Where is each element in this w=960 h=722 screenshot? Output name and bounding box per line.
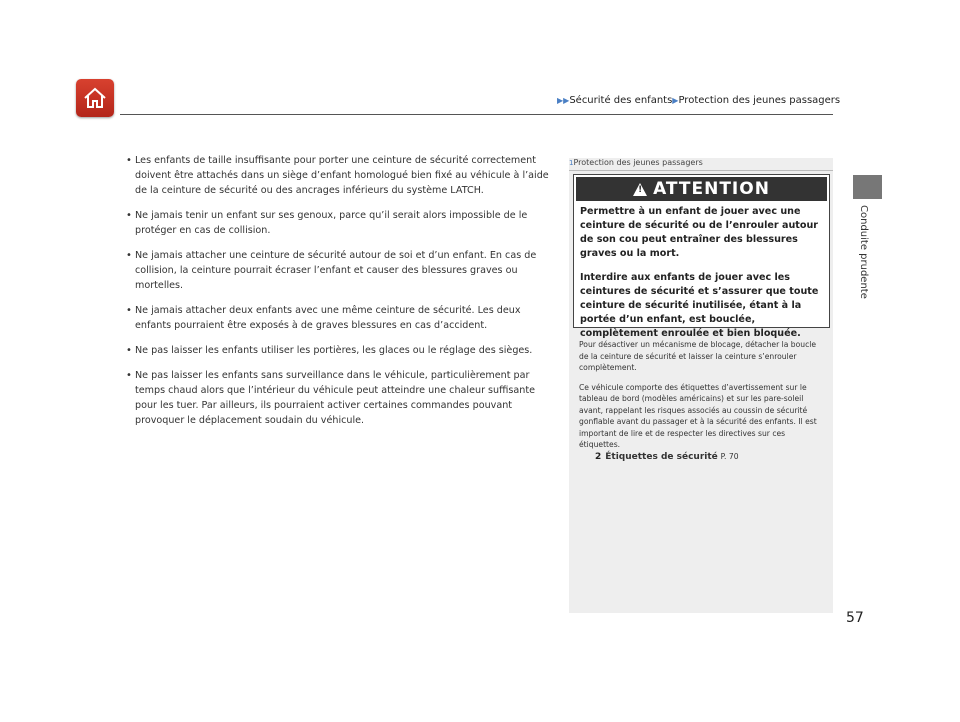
breadcrumb-item[interactable]: Protection des jeunes passagers xyxy=(678,95,841,106)
page-number: 57 xyxy=(846,610,864,626)
main-content xyxy=(126,153,556,438)
cross-reference-link[interactable] xyxy=(595,451,827,464)
warning-title xyxy=(576,177,827,201)
home-button[interactable] xyxy=(76,79,114,117)
list-item: • Ne jamais attacher deux enfants avec une même ceinture de sécurité. Les deux enfants pourraient être exposés à de graves blessures en cas d’accident. xyxy=(126,303,556,333)
section-tab[interactable] xyxy=(853,175,882,199)
list-item: • Ne jamais tenir un enfant sur ses genoux, parce qu’il serait alors impossible de le protéger en cas de collision. xyxy=(126,208,556,238)
header-divider xyxy=(120,114,833,115)
home-icon xyxy=(82,86,108,110)
breadcrumb xyxy=(557,95,840,106)
sidebar-notes xyxy=(579,339,827,463)
warning-title-text: ATTENTION xyxy=(653,179,770,199)
note-paragraph: Pour désactiver un mécanisme de blocage, détacher la boucle de la ceinture de sécurité et laisser la ceinture s’enrouler complètement. xyxy=(579,340,817,372)
note-paragraph: Ce véhicule comporte des étiquettes d’avertissement sur le tableau de bord (modèles américains) et sur les pare-soleil avant, rappelant les risques associés au coussin de sécurité gonflable avant du passager et à la sécurité des enfants. Il est important de lire et de respecter les directives sur ces étiquettes. xyxy=(579,382,817,449)
list-item: • Ne jamais attacher une ceinture de sécurité autour de soi et d’un enfant. En cas de collision, la ceinture pourrait écraser l’enfant et causer des blessures graves ou mortelles. xyxy=(126,248,556,293)
list-item: • Ne pas laisser les enfants sans surveillance dans le véhicule, particulièrement par temps chaud alors que l’intérieur du véhicule peut atteindre une chaleur suffisante pour les tuer. Par ailleurs, ils pourraient activer certaines commandes pouvant provoquer le déplacement soudain du véhicule. xyxy=(126,368,556,428)
breadcrumb-arrow-icon: ▶ xyxy=(672,96,679,105)
list-item: • Ne pas laisser les enfants utiliser les portières, les glaces ou le réglage des sièges. xyxy=(126,343,556,358)
xref-label: Étiquettes de sécurité xyxy=(605,451,718,462)
list-item: • Les enfants de taille insuffisante pour porter une ceinture de sécurité correctement doivent être attachés dans un siège d’enfant homologué bien fixé au véhicule à l’aide de la ceinture de sécurité ou des ancrages inférieurs du système LATCH. xyxy=(126,153,556,198)
warning-paragraph: Interdire aux enfants de jouer avec les ceintures de sécurité et s’assurer que toute ceinture de sécurité inutilisée, étant à la portée d’un enfant, est bouclée, complètement enroulée et bien bloquée. xyxy=(580,272,819,339)
sidebar-ref-number: 1 xyxy=(569,159,574,167)
xref-page: P. 70 xyxy=(720,451,739,461)
xref-arrow-icon: 2 xyxy=(595,451,602,462)
warning-triangle-icon: ! xyxy=(633,183,647,196)
warning-box xyxy=(573,174,830,339)
sidebar-heading-text: Protection des jeunes passagers xyxy=(573,158,703,167)
breadcrumb-item[interactable]: Sécurité des enfants xyxy=(569,95,673,106)
breadcrumb-arrow-icon: ▶▶ xyxy=(557,96,570,105)
warning-paragraph: Permettre à un enfant de jouer avec une ceinture de sécurité ou de l’enrouler autour de son cou peut entraîner des blessures graves ou la mort. xyxy=(580,206,819,259)
section-tab-label: Conduite prudente xyxy=(858,205,869,299)
sidebar-heading xyxy=(569,158,833,171)
